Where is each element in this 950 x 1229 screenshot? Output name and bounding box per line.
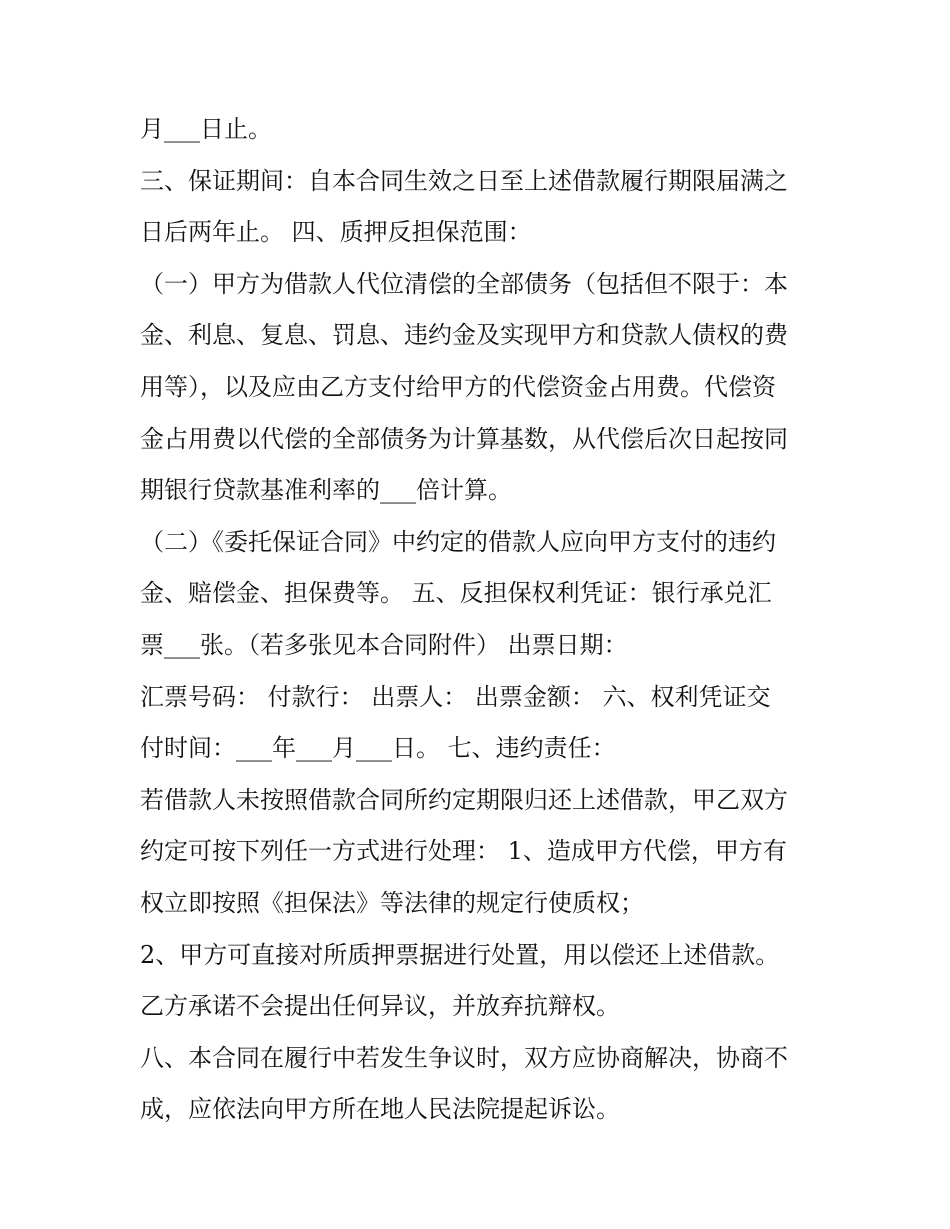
text-line: （二）《委托保证合同》中约定的借款人应向甲方支付的违约 [140, 527, 776, 556]
text-line: 用等），以及应由乙方支付给甲方的代偿资金占用费。代偿资 [140, 372, 776, 401]
text-line: 乙方承诺不会提出任何异议，并放弃抗辩权。 [140, 992, 620, 1021]
text-line: 成，应依法向甲方所在地人民法院提起诉讼。 [140, 1095, 620, 1124]
text-line: 月___日止。 [140, 115, 272, 143]
text-line: 三、保证期间：自本合同生效之日至上述借款履行期限届满之 [140, 166, 788, 195]
text-line: 付时间：___年___月___日。 七、违约责任： [140, 734, 616, 763]
text-line: 日后两年止。 四、质押反担保范围： [140, 218, 532, 247]
text-line: 约定可按下列任一方式进行处理： 1、造成甲方代偿，甲方有 [140, 837, 787, 866]
text-line: 权立即按照《担保法》等法律的规定行使质权； [140, 888, 644, 917]
contract-text [140, 104, 820, 1136]
text-line: 金、赔偿金、担保费等。 五、反担保权利凭证：银行承兑汇 [140, 579, 772, 608]
text-line: 八、本合同在履行中若发生争议时，双方应协商解决，协商不 [140, 1043, 788, 1072]
text-line: 票___张。（若多张见本合同附件） 出票日期： [140, 630, 628, 659]
text-line: 若借款人未按照借款合同所约定期限归还上述借款，甲乙双方 [140, 785, 788, 814]
text-line: （一）甲方为借款人代位清偿的全部债务（包括但不限于：本 [140, 269, 788, 298]
text-line: 期银行贷款基准利率的___倍计算。 [140, 476, 512, 505]
text-line: 金占用费以代偿的全部债务为计算基数，从代偿后次日起按同 [140, 424, 788, 453]
text-line: 金、利息、复息、罚息、违约金及实现甲方和贷款人债权的费 [140, 321, 788, 350]
text-line: 汇票号码： 付款行： 出票人： 出票金额： 六、权利凭证交 [140, 682, 771, 711]
text-line: 2、甲方可直接对所质押票据进行处置，用以偿还上述借款。 [140, 940, 780, 969]
